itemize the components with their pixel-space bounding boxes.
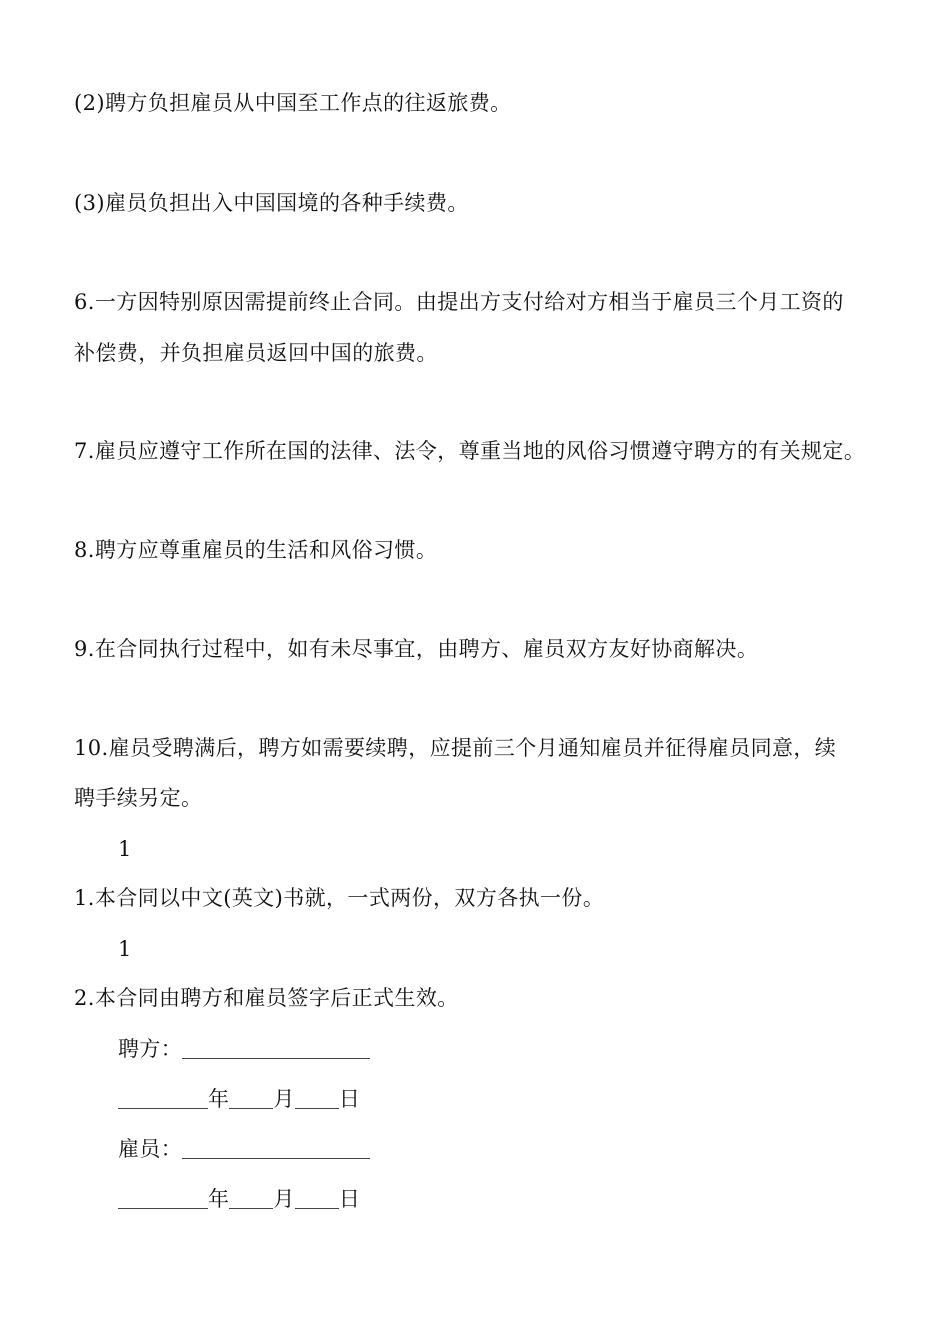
employer-year-field[interactable] [118,1088,208,1109]
section-marker-1: 1 [118,837,132,861]
employee-day-field[interactable] [295,1188,339,1209]
employee-year-field[interactable] [118,1188,208,1209]
clause-6-line-1: 6.一方因特别原因需提前终止合同。由提出方支付给对方相当于雇员三个月工资的 [74,290,844,314]
clause-5-3: (3)雇员负担出入中国国境的各种手续费。 [74,191,469,215]
employee-signature-field[interactable] [182,1138,370,1159]
employer-signature-line [118,1036,370,1062]
section-marker-2: 1 [118,937,132,961]
employee-signature-line [118,1136,370,1162]
clause-8: 8.聘方应尊重雇员的生活和风俗习惯。 [74,538,438,562]
clause-5-2: (2)聘方负担雇员从中国至工作点的往返旅费。 [74,91,512,115]
year-label: 年 [208,1187,230,1211]
day-label: 日 [338,1187,361,1211]
clause-11: 1.本合同以中文(英文)书就，一式两份，双方各执一份。 [74,886,605,910]
employer-month-field[interactable] [229,1088,273,1109]
employee-date-line [118,1186,360,1212]
clause-9: 9.在合同执行过程中，如有未尽事宜，由聘方、雇员双方友好协商解决。 [74,637,759,661]
day-label: 日 [338,1087,361,1111]
month-label: 月 [273,1087,295,1111]
clause-10-line-2: 聘手续另定。 [74,786,203,810]
employer-date-line [118,1086,360,1112]
employer-day-field[interactable] [295,1088,339,1109]
clause-6-line-2: 补偿费，并负担雇员返回中国的旅费。 [74,341,438,365]
year-label: 年 [208,1087,230,1111]
employee-label: 雇员： [118,1137,183,1161]
clause-10-line-1: 10.雇员受聘满后，聘方如需要续聘，应提前三个月通知雇员并征得雇员同意，续 [74,736,837,760]
employer-label: 聘方： [118,1037,183,1061]
employee-month-field[interactable] [229,1188,273,1209]
clause-12: 2.本合同由聘方和雇员签字后正式生效。 [74,986,459,1010]
employer-signature-field[interactable] [182,1038,370,1059]
clause-7: 7.雇员应遵守工作所在国的法律、法令，尊重当地的风俗习惯遵守聘方的有关规定。 [74,439,866,463]
month-label: 月 [273,1187,295,1211]
